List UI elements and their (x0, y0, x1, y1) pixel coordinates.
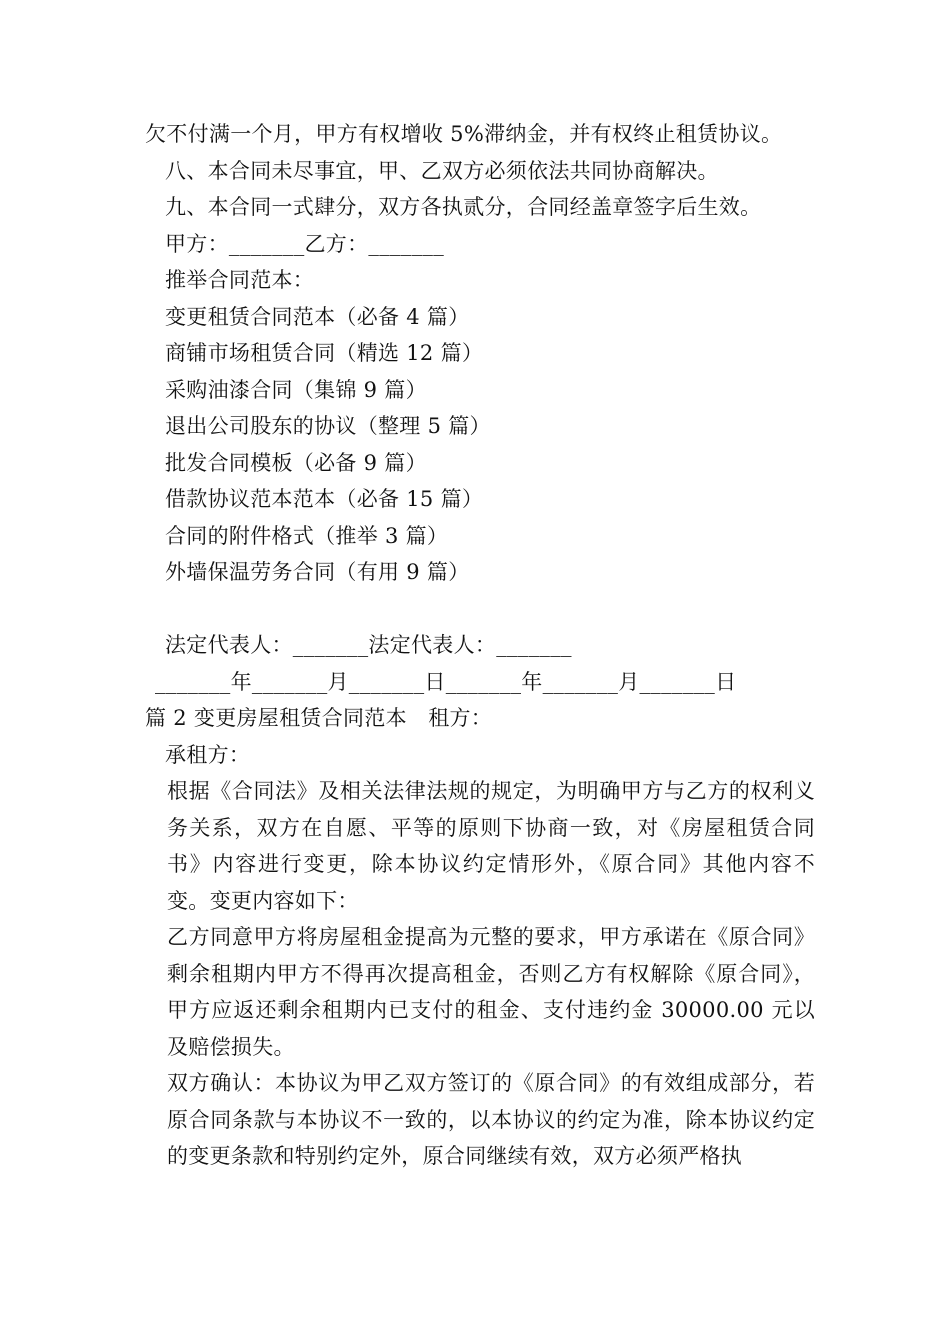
clause-nine: 九、本合同一式肆分，双方各执贰分，合同经盖章签字后生效。 (165, 195, 762, 219)
party-signature-line: 甲方：_______乙方：_______ (165, 231, 444, 256)
paragraph-rent-change: 乙方同意甲方将房屋租金提高为元整的要求，甲方承诺在《原合同》剩余租期内甲方不得再次提高租金，否则乙方有权解除《原合同》，甲方应返还剩余租期内已支付的租金、支付违约金 30000.00 元以及赔偿损失。 (167, 925, 815, 1059)
recommended-item[interactable]: 采购油漆合同（集锦 9 篇） (165, 377, 427, 402)
recommended-item[interactable]: 退出公司股东的协议（整理 5 篇） (165, 414, 491, 438)
paragraph-basis: 根据《合同法》及相关法律法规的规定，为明确甲方与乙方的权利义务关系，双方在自愿、平等的原则下协商一致，对《房屋租赁合同书》内容进行变更，除本协议约定情形外，《原合同》其他内容不变。变更内容如下： (167, 779, 815, 913)
recommended-item[interactable]: 借款协议范本范本（必备 15 篇） (165, 487, 484, 511)
recommended-heading: 推举合同范本： (165, 268, 315, 292)
blank-line (145, 591, 815, 628)
recommended-item[interactable]: 变更租赁合同范本（必备 4 篇） (165, 304, 470, 329)
recommended-item[interactable]: 批发合同模板（必备 9 篇） (165, 450, 427, 475)
recommended-item[interactable]: 商铺市场租赁合同（精选 12 篇） (165, 341, 484, 365)
date-line: _______年_______月_______日_______年_______月_______日 (155, 669, 737, 694)
tenant-line: 承租方： (165, 742, 251, 767)
legal-representative-line: 法定代表人：_______法定代表人：_______ (165, 633, 572, 657)
paragraph-confirmation: 双方确认：本协议为甲乙双方签订的《原合同》的有效组成部分，若原合同条款与本协议不一致的，以本协议的约定为准，除本协议约定的变更条款和特别约定外，原合同继续有效，双方必须严格执 (167, 1071, 815, 1168)
recommended-item[interactable]: 外墙保温劳务合同（有用 9 篇） (165, 560, 470, 584)
text-line-late-fee: 欠不付满一个月，甲方有权增收 5%滞纳金，并有权终止租赁协议。 (145, 122, 783, 146)
document-body (145, 116, 815, 1175)
section-heading: 篇 2 变更房屋租赁合同范本 租方： (145, 706, 493, 730)
clause-eight: 八、本合同未尽事宜，甲、乙双方必须依法共同协商解决。 (165, 158, 719, 183)
recommended-item[interactable]: 合同的附件格式（推举 3 篇） (165, 523, 449, 548)
